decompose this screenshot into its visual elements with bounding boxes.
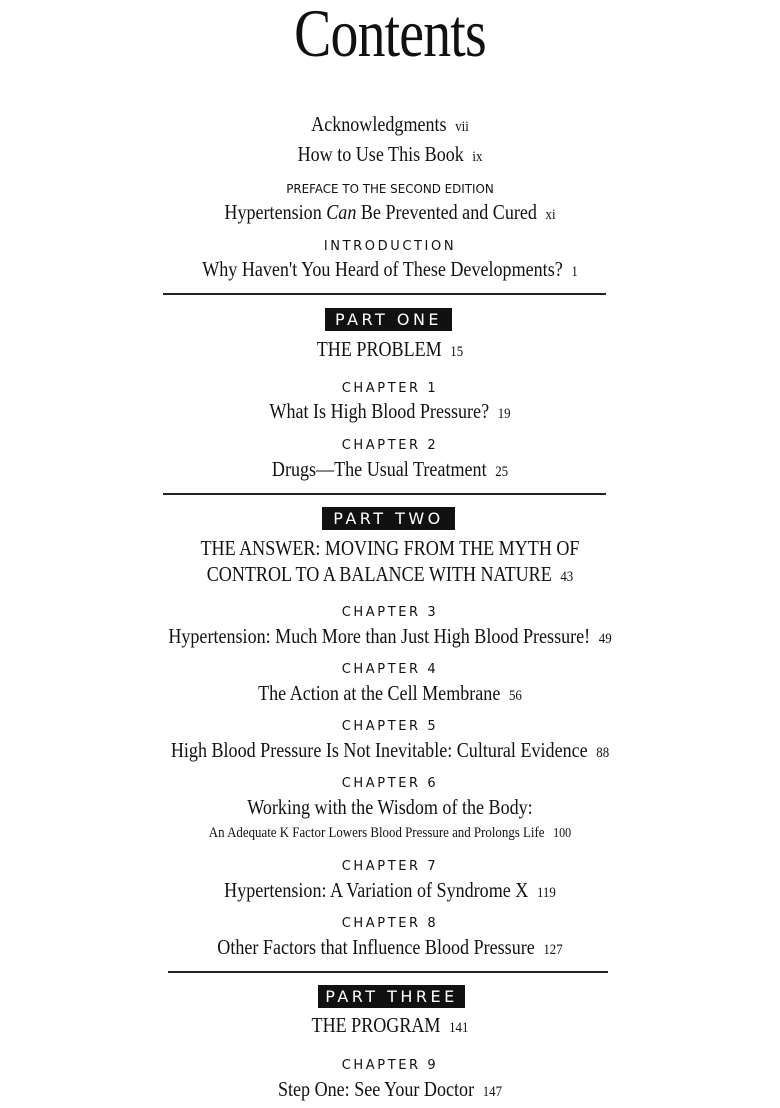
toc-entry-chapter-8[interactable]: [55, 935, 726, 960]
toc-entry-chapter-1[interactable]: [55, 399, 726, 424]
toc-entry-chapter-2[interactable]: [55, 457, 726, 482]
page-number: 56: [508, 688, 522, 704]
page-number: 88: [596, 745, 610, 761]
chapter-label: CHAPTER 3: [341, 605, 439, 620]
toc-entry-part-two-cont[interactable]: [55, 562, 726, 587]
divider: [163, 293, 606, 295]
page-number: ix: [472, 149, 483, 165]
entry-title: Drugs—The Usual Treatment: [271, 457, 487, 481]
toc-entry-chapter-7[interactable]: [55, 878, 726, 903]
page-number: 25: [495, 464, 509, 480]
part-one-badge: PART ONE: [325, 308, 452, 331]
entry-title: High Blood Pressure Is Not Inevitable: Cultural Evidence: [170, 738, 588, 762]
toc-entry-part-two[interactable]: [55, 536, 726, 561]
chapter-label: CHAPTER 6: [341, 776, 439, 791]
entry-title: Acknowledgments: [311, 112, 447, 136]
entry-title: Hypertension: Much More than Just High Blood Pressure!: [168, 624, 591, 648]
toc-entry-preface[interactable]: [55, 200, 726, 225]
toc-entry-chapter-4[interactable]: [55, 681, 726, 706]
toc-entry-chapter-6[interactable]: [55, 795, 726, 820]
toc-entry-how-to-use[interactable]: [55, 142, 726, 167]
entry-title: How to Use This Book: [297, 142, 464, 166]
entry-title-pre: Hypertension: [224, 200, 322, 224]
page-number: 43: [560, 569, 574, 585]
page-number: 147: [482, 1084, 503, 1100]
page-number: 15: [450, 344, 464, 360]
toc-entry-chapter-6-subtitle[interactable]: [55, 825, 726, 842]
divider: [168, 971, 608, 973]
chapter-label: CHAPTER 5: [341, 719, 439, 734]
entry-subtitle: An Adequate K Factor Lowers Blood Pressure and Prolongs Life: [208, 825, 545, 841]
preface-label: PREFACE TO THE SECOND EDITION: [286, 181, 494, 196]
entry-title-emphasis: Can: [326, 200, 357, 224]
part-title: THE PROGRAM: [311, 1013, 441, 1037]
divider: [163, 493, 606, 495]
chapter-label: CHAPTER 1: [341, 381, 439, 396]
entry-title: The Action at the Cell Membrane: [258, 681, 501, 705]
part-title: THE PROBLEM: [316, 337, 442, 361]
page-title: Contents: [294, 0, 486, 71]
page-number: 1: [571, 264, 578, 280]
toc-entry-part-one[interactable]: [55, 337, 726, 362]
chapter-label: CHAPTER 2: [341, 438, 439, 453]
chapter-label: CHAPTER 4: [341, 662, 439, 677]
page-number: 19: [497, 406, 511, 422]
introduction-label: INTRODUCTION: [323, 239, 457, 254]
toc-entry-acknowledgments[interactable]: [55, 112, 726, 137]
entry-title: Step One: See Your Doctor: [277, 1077, 475, 1101]
toc-entry-introduction[interactable]: [55, 257, 726, 282]
entry-title: Other Factors that Influence Blood Pressure: [217, 935, 535, 959]
page-number: 141: [449, 1020, 469, 1036]
entry-title: What Is High Blood Pressure?: [269, 399, 490, 423]
entry-title: Hypertension: A Variation of Syndrome X: [224, 878, 529, 902]
part-title-line-2: CONTROL TO A BALANCE WITH NATURE: [206, 562, 552, 586]
page-number: 49: [598, 631, 612, 647]
toc-entry-chapter-9[interactable]: [55, 1077, 726, 1102]
page-number: vii: [455, 119, 469, 135]
toc-entry-part-three[interactable]: [55, 1013, 726, 1038]
toc-entry-chapter-5[interactable]: [55, 738, 726, 763]
chapter-label: CHAPTER 9: [341, 1058, 439, 1073]
chapter-label: CHAPTER 8: [341, 916, 439, 931]
toc-entry-chapter-3[interactable]: [55, 624, 726, 649]
entry-title: Why Haven't You Heard of These Developments?: [202, 257, 563, 281]
page-number: 127: [543, 942, 563, 958]
chapter-label: CHAPTER 7: [341, 859, 439, 874]
part-two-badge: PART TWO: [322, 507, 455, 530]
page-number: 100: [553, 826, 572, 841]
page-number: xi: [545, 207, 556, 223]
part-three-badge: PART THREE: [318, 985, 465, 1008]
entry-title-post: Be Prevented and Cured: [360, 200, 537, 224]
part-title-line-1: THE ANSWER: MOVING FROM THE MYTH OF: [200, 536, 580, 560]
entry-title: Working with the Wisdom of the Body:: [247, 795, 533, 819]
page-number: 119: [536, 885, 556, 901]
